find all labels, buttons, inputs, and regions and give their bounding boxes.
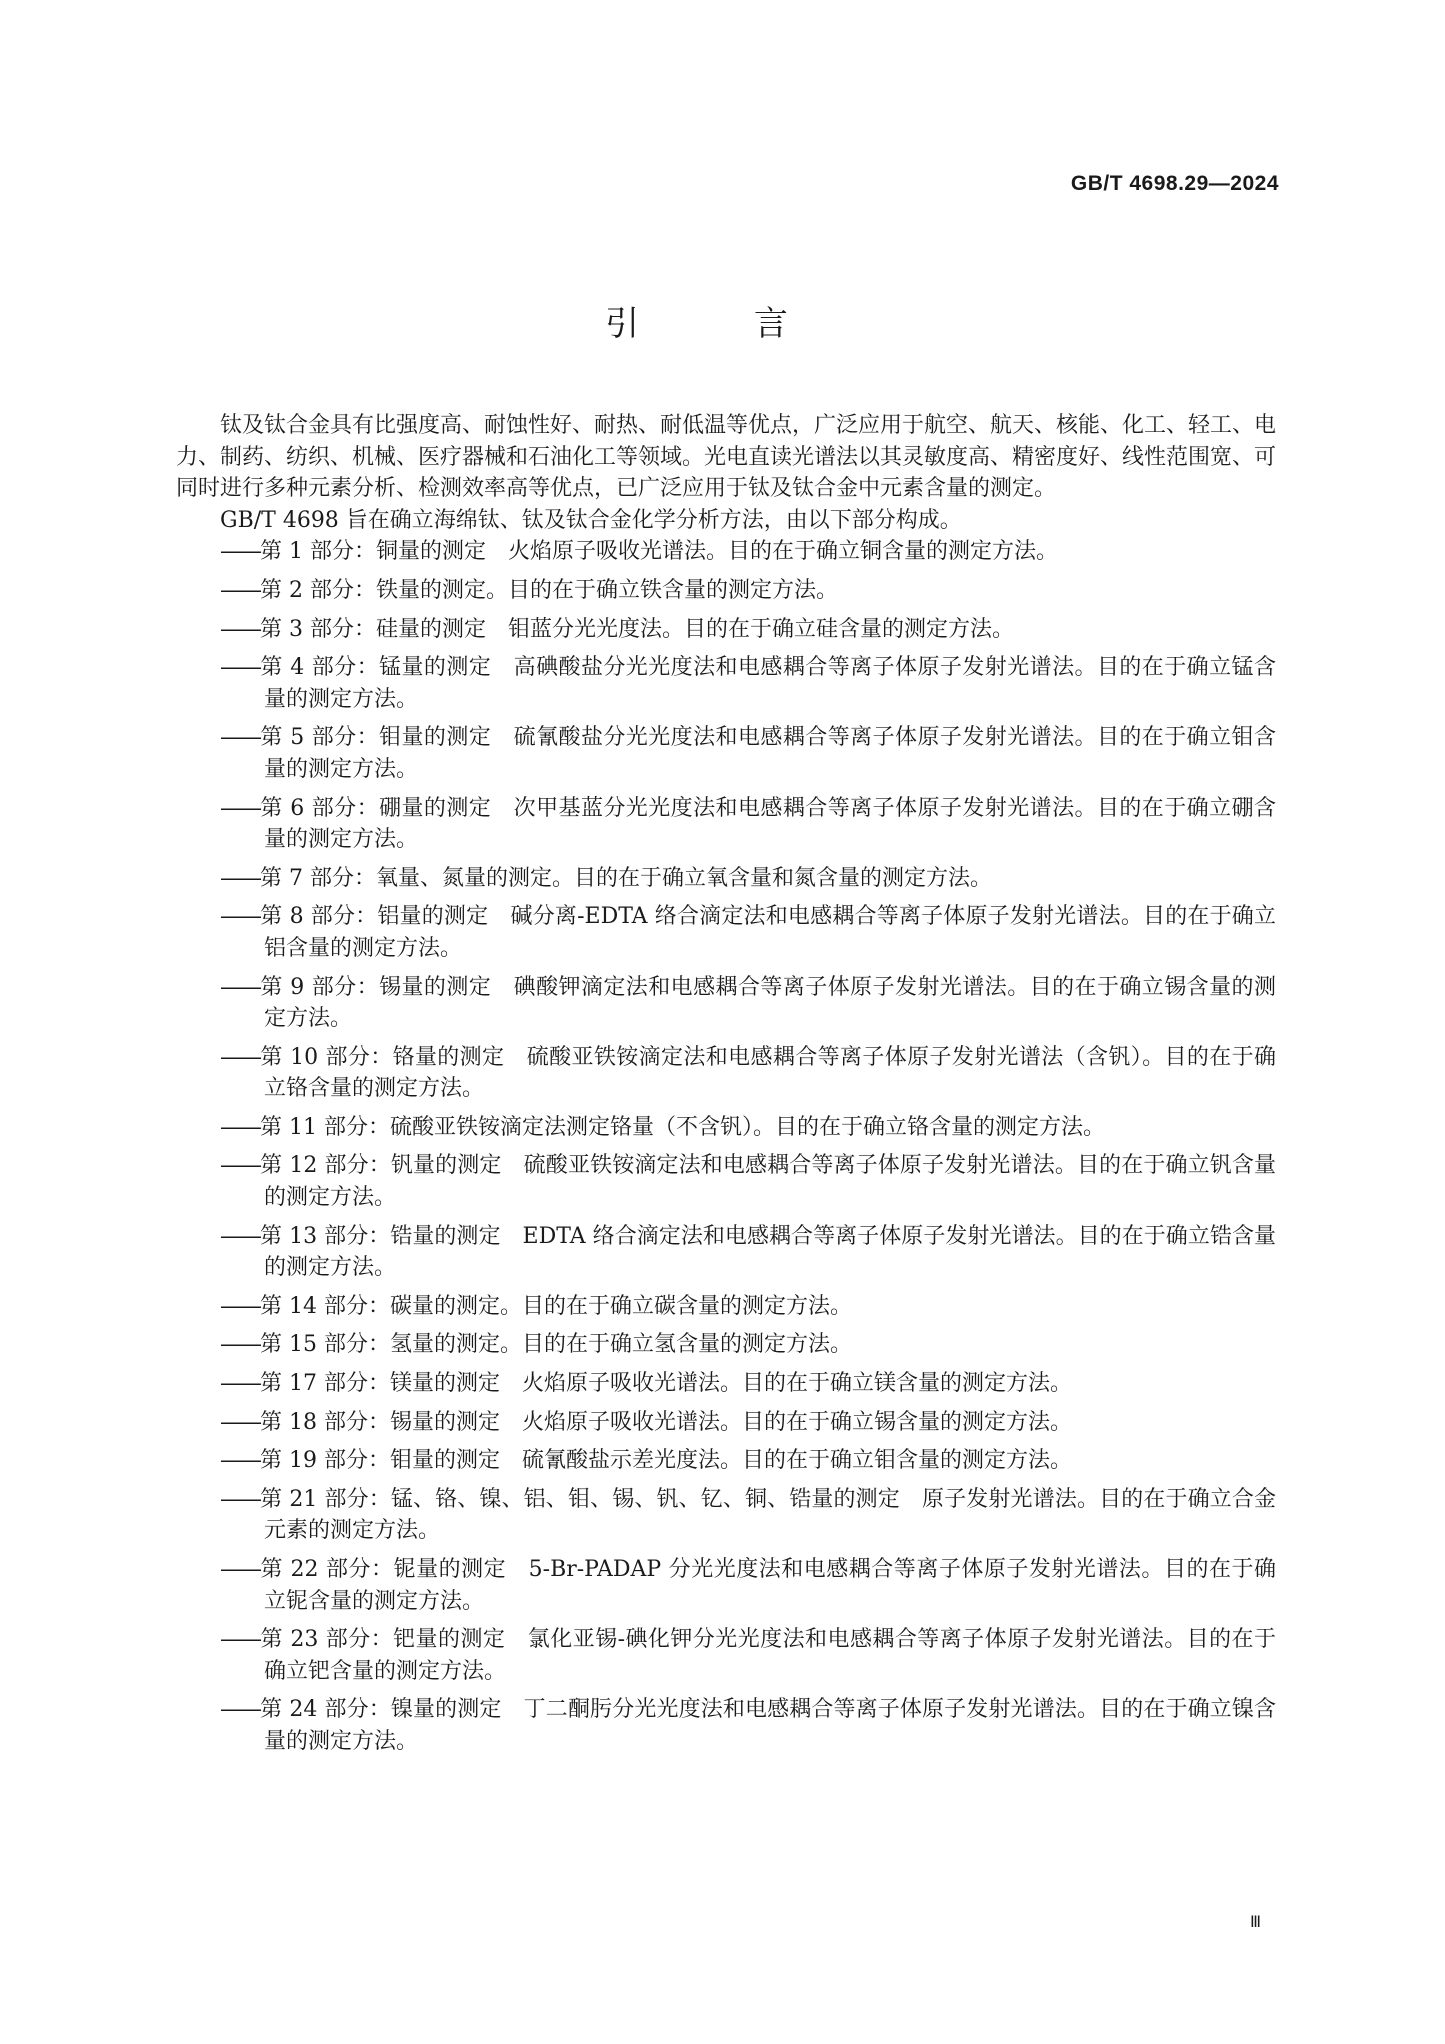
list-dash: ——	[220, 1448, 260, 1474]
intro-paragraph: 钛及钛合金具有比强度高、耐蚀性好、耐热、耐低温等优点，广泛应用于航空、航天、核能、化工、轻工、电力、制药、纺织、机械、医疗器械和石油化工等领域。光电直读光谱法以其灵敏度高、精密度好、线性范围宽、可同时进行多种元素分析、检测效率高等优点，已广泛应用于钛及钛合金中元素含量的测定。	[176, 413, 1277, 502]
list-item	[176, 575, 1276, 607]
list-item-text: 第 14 部分：碳量的测定。目的在于确立碳含量的测定方法。	[260, 1293, 852, 1319]
list-item-text: 第 23 部分：钯量的测定 氯化亚锡-碘化钾分光光度法和电感耦合等离子体原子发射光谱法。目的在于确立钯含量的测定方法。	[260, 1627, 1276, 1684]
list-item	[176, 536, 1276, 568]
list-item	[176, 1291, 1276, 1323]
list-item-text: 第 13 部分：锆量的测定 EDTA 络合滴定法和电感耦合等离子体原子发射光谱法。目的在于确立锆含量的测定方法。	[260, 1223, 1276, 1281]
scope-paragraph: GB/T 4698 旨在确立海绵钛、钛及钛合金化学分析方法，由以下部分构成。	[220, 507, 962, 533]
list-item-text: 第 10 部分：铬量的测定 硫酸亚铁铵滴定法和电感耦合等离子体原子发射光谱法（含钒）。目的在于确立铬含量的测定方法。	[260, 1044, 1276, 1102]
list-item-text: 第 15 部分：氢量的测定。目的在于确立氢含量的测定方法。	[260, 1332, 852, 1358]
list-item-text: 第 24 部分：镍量的测定 丁二酮肟分光光度法和电感耦合等离子体原子发射光谱法。目的在于确立镍含量的测定方法。	[260, 1697, 1276, 1754]
list-item	[176, 1221, 1276, 1284]
list-item-text: 第 4 部分：锰量的测定 高碘酸盐分光光度法和电感耦合等离子体原子发射光谱法。目的在于确立锰含量的测定方法。	[260, 655, 1276, 712]
list-dash: ——	[220, 1044, 260, 1070]
list-item	[176, 793, 1276, 856]
list-item	[176, 1484, 1276, 1547]
list-item-text: 第 22 部分：铌量的测定 5-Br-PADAP 分光光度法和电感耦合等离子体原子发射光谱法。目的在于确立铌含量的测定方法。	[260, 1557, 1276, 1614]
list-item	[176, 1407, 1276, 1439]
list-dash: ——	[220, 1293, 260, 1319]
list-dash: ——	[220, 1409, 260, 1435]
list-dash: ——	[220, 1332, 260, 1358]
list-dash: ——	[220, 1223, 260, 1249]
list-dash: ——	[220, 1114, 260, 1140]
standard-code: GB/T 4698.29—2024	[1070, 172, 1279, 195]
list-item	[176, 652, 1276, 715]
list-dash: ——	[220, 1153, 260, 1179]
list-item-text: 第 21 部分：锰、铬、镍、铝、钼、锡、钒、钇、铜、锆量的测定 原子发射光谱法。目的在于确立合金元素的测定方法。	[260, 1486, 1276, 1544]
list-item	[176, 972, 1276, 1035]
list-dash: ——	[220, 725, 260, 751]
list-item-text: 第 3 部分：硅量的测定 钼蓝分光光度法。目的在于确立硅含量的测定方法。	[260, 616, 1014, 642]
list-dash: ——	[220, 904, 260, 930]
list-item	[176, 1554, 1276, 1617]
list-item	[176, 1694, 1276, 1757]
list-dash: ——	[220, 577, 260, 603]
list-item	[176, 1368, 1276, 1400]
list-dash: ——	[220, 1486, 260, 1512]
list-item	[176, 1445, 1276, 1477]
list-item-text: 第 2 部分：铁量的测定。目的在于确立铁含量的测定方法。	[260, 577, 838, 603]
list-item	[176, 1624, 1276, 1687]
list-item-text: 第 5 部分：钼量的测定 硫氰酸盐分光光度法和电感耦合等离子体原子发射光谱法。目的在于确立钼含量的测定方法。	[260, 725, 1276, 782]
list-dash: ——	[220, 795, 260, 821]
list-dash: ——	[220, 539, 260, 565]
list-item	[176, 1042, 1276, 1105]
list-item-text: 第 8 部分：铝量的测定 碱分离-EDTA 络合滴定法和电感耦合等离子体原子发射光谱法。目的在于确立铝含量的测定方法。	[260, 904, 1276, 961]
list-dash: ——	[220, 974, 260, 1000]
list-dash: ——	[220, 1697, 260, 1723]
list-item-text: 第 19 部分：钼量的测定 硫氰酸盐示差光度法。目的在于确立钼含量的测定方法。	[260, 1448, 1072, 1474]
page-number: Ⅲ	[1249, 1912, 1262, 1931]
list-dash: ——	[220, 1557, 260, 1582]
list-dash: ——	[220, 865, 260, 891]
list-item-text: 第 12 部分：钒量的测定 硫酸亚铁铵滴定法和电感耦合等离子体原子发射光谱法。目的在于确立钒含量的测定方法。	[260, 1153, 1276, 1211]
list-item-text: 第 1 部分：铜量的测定 火焰原子吸收光谱法。目的在于确立铜含量的测定方法。	[260, 539, 1058, 565]
list-item-text: 第 11 部分：硫酸亚铁铵滴定法测定铬量（不含钒）。目的在于确立铬含量的测定方法。	[260, 1114, 1105, 1140]
list-item-text: 第 9 部分：锡量的测定 碘酸钾滴定法和电感耦合等离子体原子发射光谱法。目的在于确立锡含量的测定方法。	[260, 974, 1276, 1032]
document-body	[176, 410, 1276, 1765]
list-item-text: 第 7 部分：氧量、氮量的测定。目的在于确立氧含量和氮含量的测定方法。	[260, 865, 992, 891]
list-item	[176, 722, 1276, 785]
list-dash: ——	[220, 655, 260, 681]
list-item	[176, 1329, 1276, 1361]
list-item	[176, 1150, 1276, 1213]
list-item	[176, 1112, 1276, 1144]
list-item	[176, 614, 1276, 646]
list-item-text: 第 18 部分：锡量的测定 火焰原子吸收光谱法。目的在于确立锡含量的测定方法。	[260, 1409, 1072, 1435]
list-item	[176, 901, 1276, 964]
page-title: 引 言	[605, 304, 840, 344]
list-item-text: 第 6 部分：硼量的测定 次甲基蓝分光光度法和电感耦合等离子体原子发射光谱法。目的在于确立硼含量的测定方法。	[260, 795, 1276, 853]
list-dash: ——	[220, 616, 260, 642]
parts-list	[176, 536, 1276, 1757]
list-item-text: 第 17 部分：镁量的测定 火焰原子吸收光谱法。目的在于确立镁含量的测定方法。	[260, 1371, 1072, 1397]
list-item	[176, 863, 1276, 895]
list-dash: ——	[220, 1371, 260, 1397]
list-dash: ——	[220, 1627, 260, 1653]
